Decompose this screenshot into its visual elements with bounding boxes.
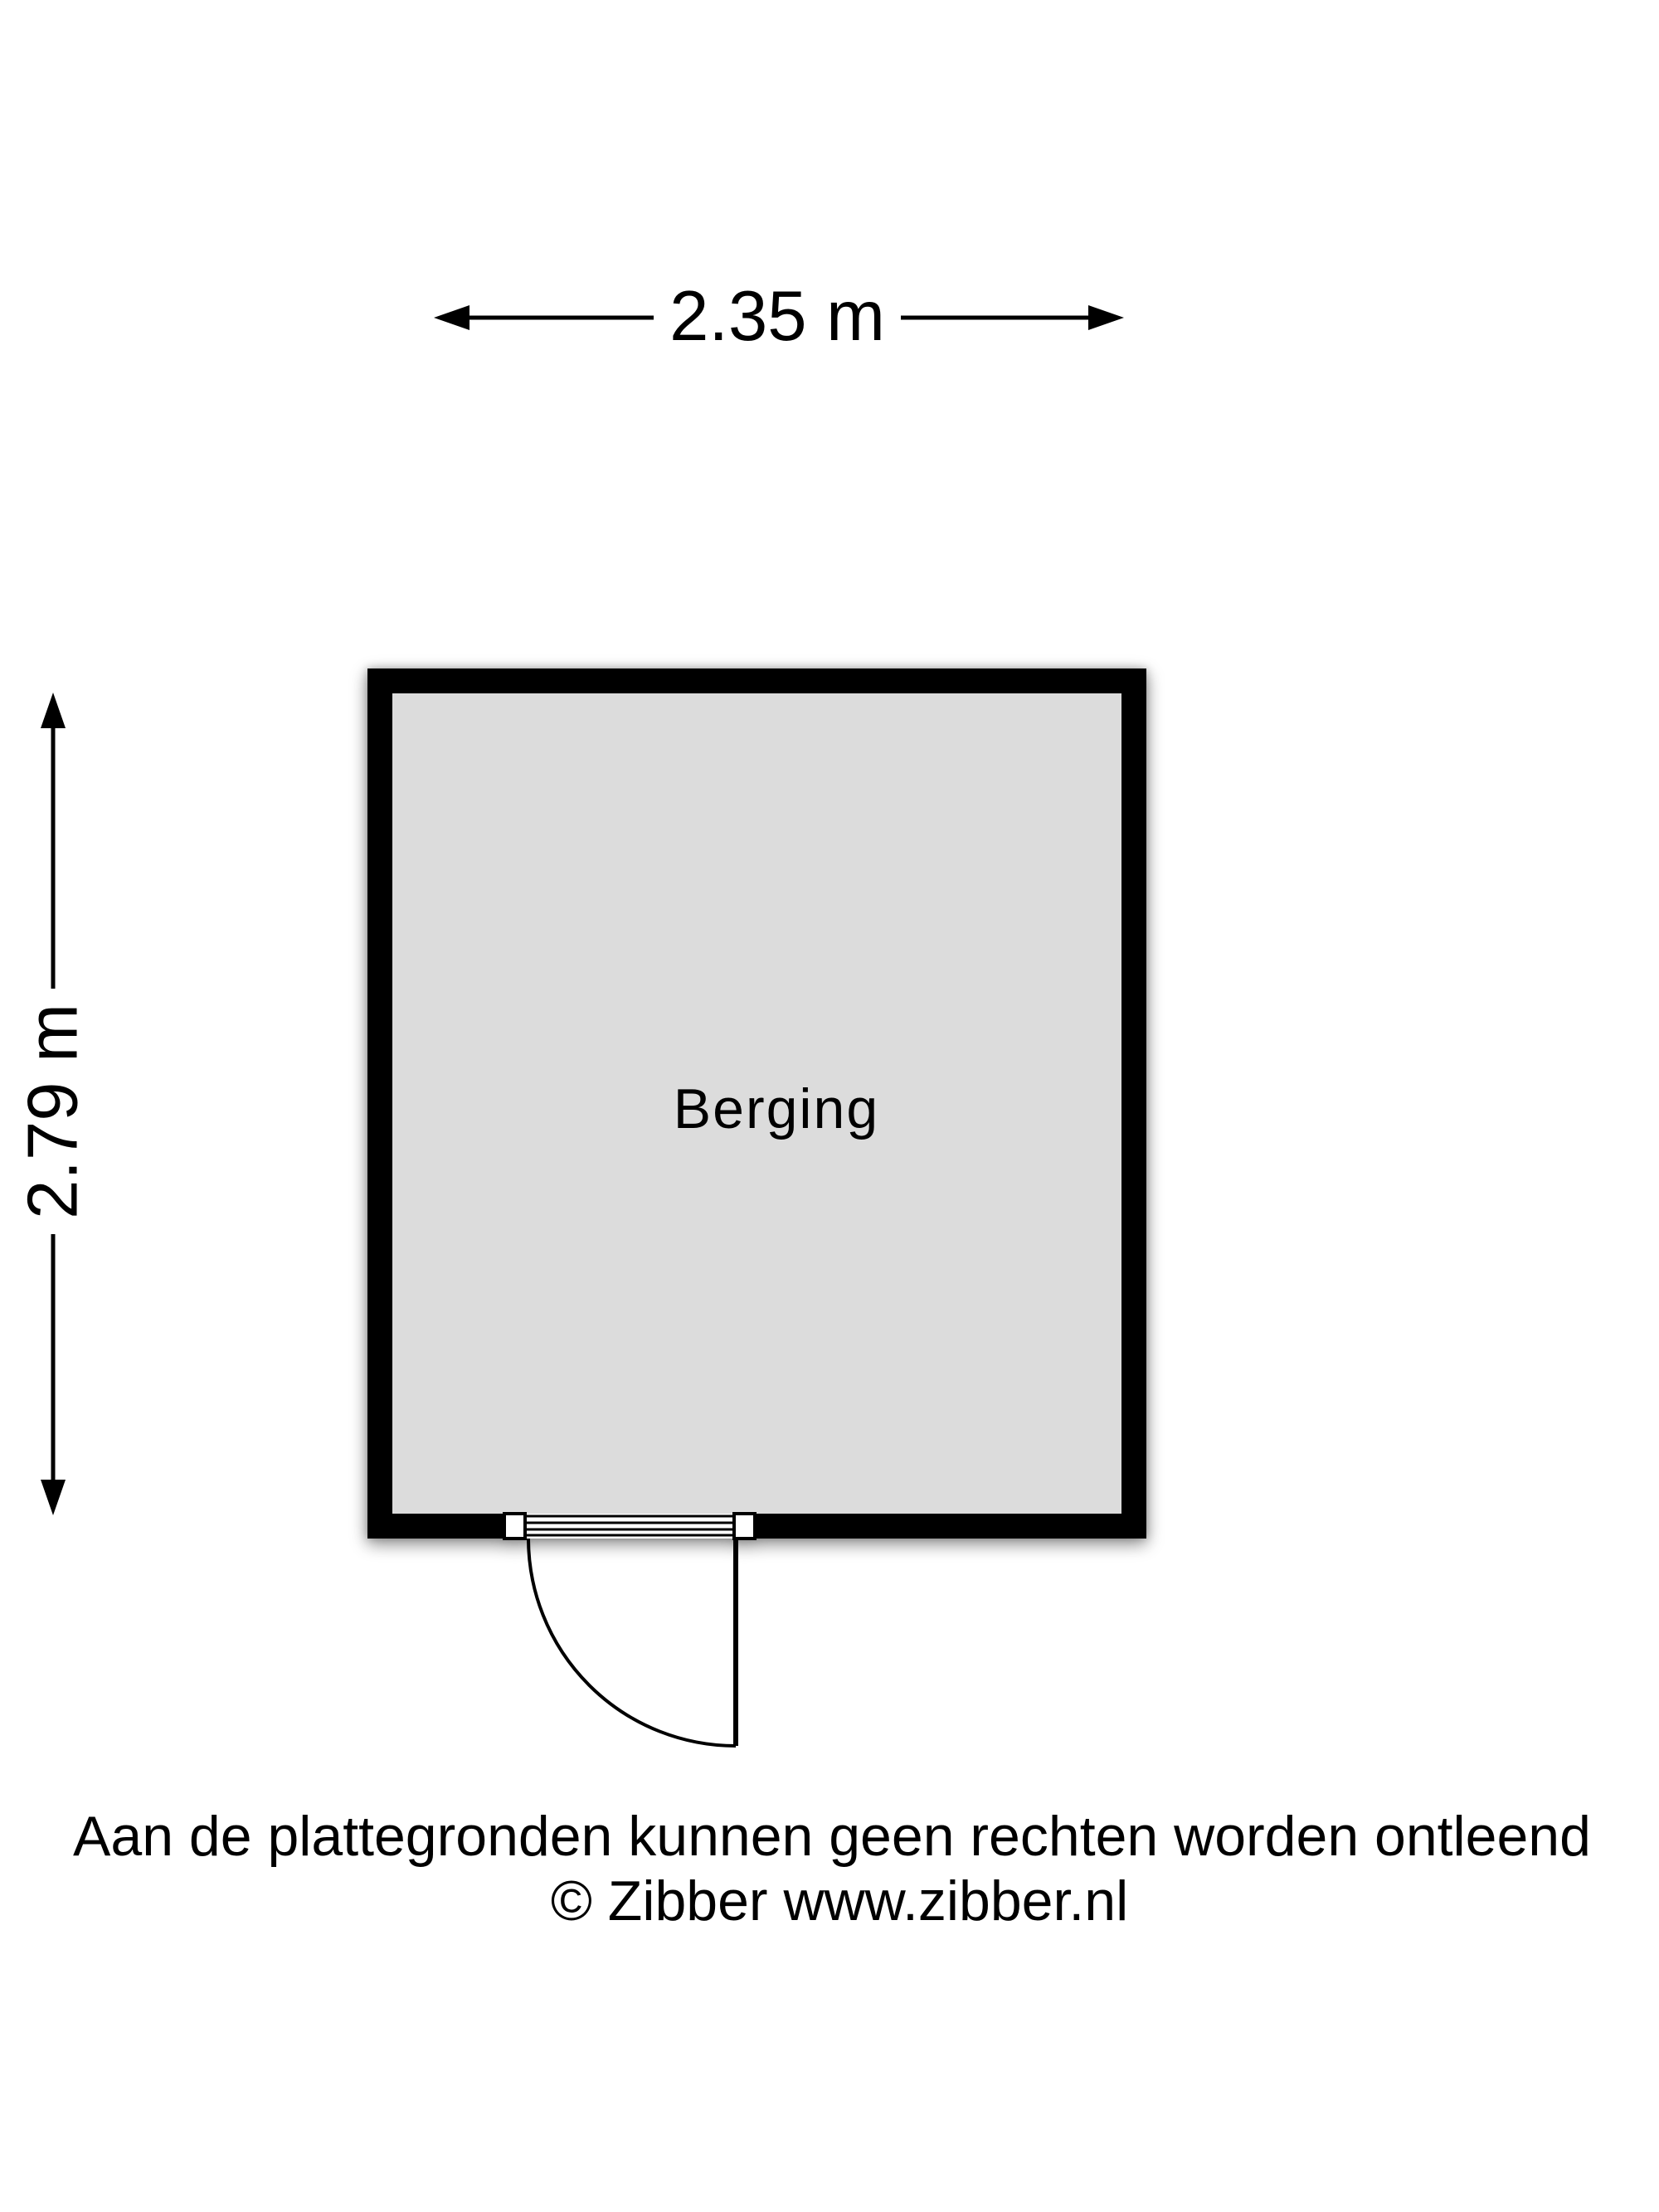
door-threshold — [525, 1516, 734, 1535]
door-post-left — [504, 1514, 525, 1539]
room-label: Berging — [673, 1077, 880, 1140]
width-dimension-label: 2.35 m — [669, 277, 885, 356]
door-post-right — [734, 1514, 755, 1539]
footer-copyright: © Zibber www.zibber.nl — [550, 1869, 1129, 1932]
height-dimension-label: 2.79 m — [13, 1004, 93, 1219]
footer-disclaimer: Aan de plattegronden kunnen geen rechten worden ontleend — [73, 1805, 1591, 1868]
